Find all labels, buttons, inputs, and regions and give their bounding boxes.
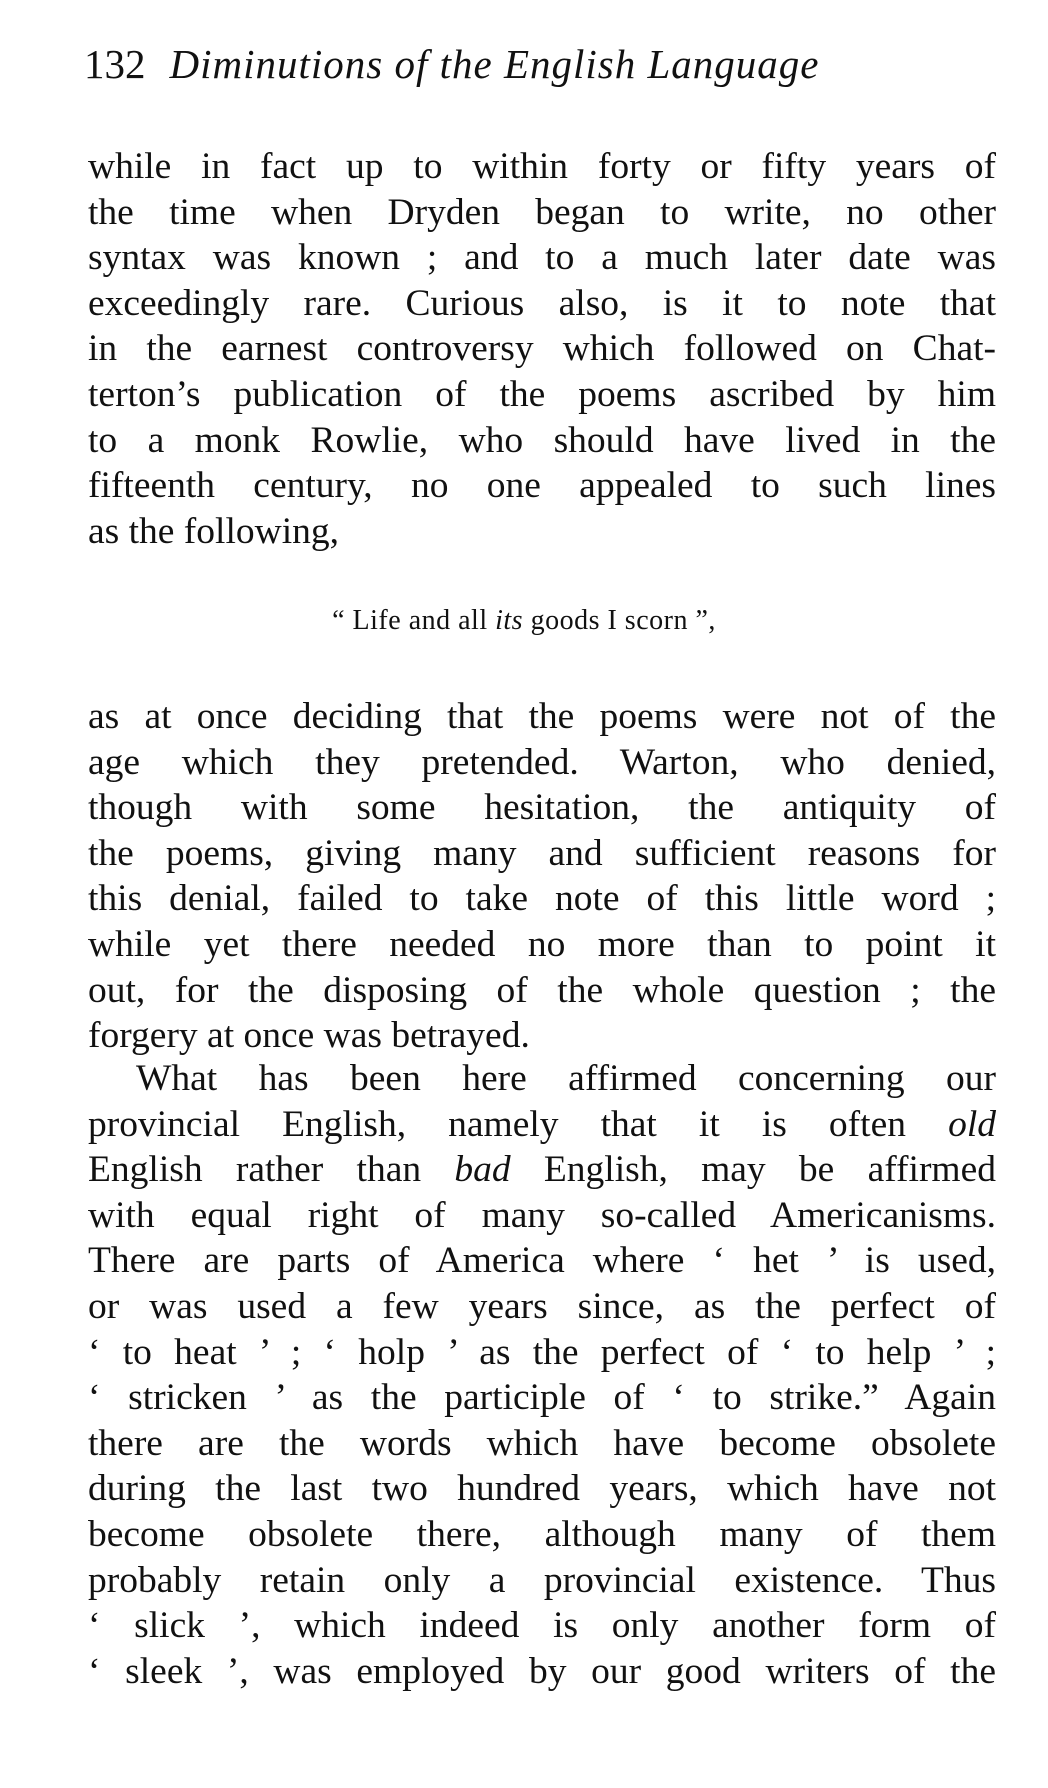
quote-text-close: goods I scorn ”, <box>523 605 716 636</box>
quote-italic-word: its <box>495 605 524 636</box>
text-line: while in fact up to within forty or fifty years of <box>88 146 996 187</box>
text-line: become obsolete there, although many of them <box>88 1513 996 1555</box>
text-line: or was used a few years since, as the perfect of <box>88 1285 996 1327</box>
text-line: in the earnest controversy which followed on Chat- <box>88 328 996 370</box>
quote-text-open: “ Life and all <box>332 605 496 636</box>
text-line: exceedingly rare. Curious also, is it to note that <box>88 282 996 324</box>
text-line <box>88 1102 996 1148</box>
text-line: as the following, <box>88 510 340 552</box>
paragraph-3 <box>88 1056 996 1694</box>
text-line: ‘ stricken ’ as the participle of ‘ to strike.” Again <box>88 1377 996 1419</box>
text-line: What has been here affirmed concerning our <box>136 1058 996 1099</box>
text-line: though with some hesitation, the antiquity of <box>88 787 996 829</box>
page-number: 132 <box>84 41 146 87</box>
block-quote <box>0 605 1048 637</box>
running-head <box>84 42 984 87</box>
text-line: during the last two hundred years, which have not <box>88 1468 996 1510</box>
text-line: ‘ sleek ’, was employed by our good writers of the <box>88 1650 996 1692</box>
text-segment: English, may be affirmed <box>510 1149 996 1191</box>
text-line <box>88 1147 996 1193</box>
text-line: with equal right of many so-called Americanisms. <box>88 1194 996 1236</box>
text-line: syntax was known ; and to a much later date was <box>88 237 996 279</box>
text-segment: English rather than <box>88 1149 455 1191</box>
text-line: the poems, giving many and sufficient reasons for <box>88 832 996 874</box>
text-line: there are the words which have become obsolete <box>88 1422 996 1464</box>
text-line: to a monk Rowlie, who should have lived in the <box>88 419 996 461</box>
text-line: the time when Dryden began to write, no other <box>88 191 996 233</box>
text-line: terton’s publication of the poems ascribed by him <box>88 373 996 415</box>
italic-word: old <box>948 1103 996 1145</box>
text-line: There are parts of America where ‘ het ’ is used, <box>88 1240 996 1282</box>
text-line: forgery at once was betrayed. <box>88 1015 530 1057</box>
text-line: ‘ to heat ’ ; ‘ holp ’ as the perfect of ‘ to help ’ ; <box>88 1331 996 1373</box>
text-line: probably retain only a provincial existence. Thus <box>88 1559 996 1601</box>
text-line: as at once deciding that the poems were not of the <box>88 696 996 737</box>
paragraph-1 <box>88 144 996 554</box>
running-title: Diminutions of the English Language <box>169 41 820 87</box>
text-line: ‘ slick ’, which indeed is only another form of <box>88 1605 996 1647</box>
text-segment: provincial English, namely that it is often <box>88 1103 949 1145</box>
text-line: this denial, failed to take note of this little word ; <box>88 878 996 920</box>
paragraph-2 <box>88 694 996 1059</box>
italic-word: bad <box>454 1149 511 1191</box>
text-line: out, for the disposing of the whole question ; the <box>88 969 996 1011</box>
text-line: age which they pretended. Warton, who denied, <box>88 741 996 783</box>
text-line: while yet there needed no more than to point it <box>88 923 996 965</box>
text-line: fifteenth century, no one appealed to such lines <box>88 465 996 507</box>
